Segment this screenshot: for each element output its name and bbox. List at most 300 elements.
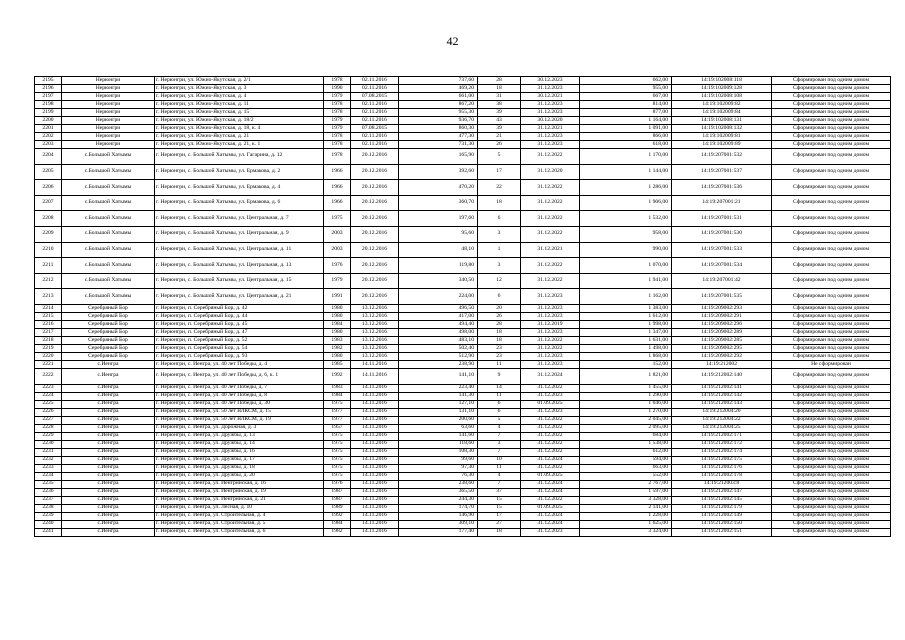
cell-cadastre: 14:19:212002:179 [672, 504, 772, 512]
cell-year: 1966 [324, 180, 351, 196]
cell-area: 470,20 [399, 180, 478, 196]
cell-status: Сформирован под одним домом [772, 101, 891, 109]
cell-inclusion-date: 20.12.2016 [351, 226, 399, 242]
cell-address: г. Нерюнгри, с. Иенгра, ул. Дружбы, д. 14 [155, 440, 324, 448]
table-row [35, 520, 891, 528]
cell-flats: 23 [478, 344, 521, 352]
cell-locality: с.Большой Хатымы [62, 242, 155, 258]
cell-deadline: 30.12.2021 [521, 93, 580, 101]
cell-address: г. Нерюнгри, ул. Южно-Якутская, д. 18, к. 4 [155, 125, 324, 133]
cell-year: 1975 [324, 448, 351, 456]
cell-address: г. Нерюнгри, с. Большой Хатымы, ул. Центральная, д. 15 [155, 273, 324, 289]
cell-number: 2195 [35, 77, 62, 85]
cell-deadline: 31.12.2022 [521, 211, 580, 227]
cell-address: г. Нерюнгри, с. Иенгра, ул. 40 лет Победы, д. 7 [155, 384, 324, 392]
cell-cadastre: 14:19:209002:296 [672, 320, 772, 328]
cell-area: 165,90 [399, 149, 478, 165]
cell-cadastre: 14:19:102009:89 [672, 141, 772, 149]
cell-number: 2220 [35, 352, 62, 360]
cell-sum: 2 141,00 [580, 504, 672, 512]
cell-sum: 1 906,00 [580, 195, 672, 211]
cell-address: г. Нерюнгри, с. Большой Хатымы, ул. Центральная, д. 21 [155, 289, 324, 305]
cell-year: 1984 [324, 520, 351, 528]
cell-address: г. Нерюнгри, с. Иенгра, ул. 40 лет Победы, д. 6, к. 1 [155, 368, 324, 384]
cell-cadastre: 14:19:209002:292 [672, 352, 772, 360]
cell-status: Сформирован под одним домом [772, 480, 891, 488]
cell-locality: с.Большой Хатымы [62, 195, 155, 211]
cell-year: 1957 [324, 424, 351, 432]
cell-year: 1975 [324, 211, 351, 227]
cell-number: 2241 [35, 528, 62, 536]
cell-year: 1992 [324, 368, 351, 384]
cell-flats: 31 [478, 93, 521, 101]
cell-sum: 663,00 [580, 464, 672, 472]
cell-flats: 21 [478, 133, 521, 141]
cell-inclusion-date: 20.12.2016 [351, 258, 399, 274]
cell-inclusion-date: 14.11.2016 [351, 400, 399, 408]
cell-status: Сформирован под одним домом [772, 528, 891, 536]
cell-year: 1978 [324, 77, 351, 85]
cell-locality: с.Иенгра [62, 472, 155, 480]
cell-cadastre: 14:19:212002:149 [672, 512, 772, 520]
cell-locality: Серебряный Бор [62, 320, 155, 328]
cell-address: г. Нерюнгри, с. Большой Хатымы, ул. Центральная, д. 13 [155, 258, 324, 274]
cell-deadline: 31.12.2023 [521, 328, 580, 336]
cell-year: 1978 [324, 109, 351, 117]
cell-address: г. Нерюнгри, с. Иенгра, ул. Дружбы, д. 18 [155, 464, 324, 472]
cell-flats: 39 [478, 125, 521, 133]
cell-number: 2219 [35, 344, 62, 352]
cell-locality: Нерюнгри [62, 109, 155, 117]
cell-address: г. Нерюнгри, п. Серебряный Бор, д. 93 [155, 352, 324, 360]
table-row [35, 472, 891, 480]
cell-deadline: 31.12.2023 [521, 408, 580, 416]
table-row [35, 448, 891, 456]
cell-year: 1975 [324, 456, 351, 464]
cell-area: 174,70 [399, 504, 478, 512]
cell-deadline: 31.12.2022 [521, 258, 580, 274]
cell-address: г. Нерюнгри, ул. Южно-Якутская, д. 21, к. 1 [155, 141, 324, 149]
cell-year: 1966 [324, 195, 351, 211]
cell-status: Сформирован под одним домом [772, 149, 891, 165]
cell-cadastre: 14:19:102008:132 [672, 125, 772, 133]
cell-status: Сформирован под одним домом [772, 226, 891, 242]
cell-locality: Серебряный Бор [62, 312, 155, 320]
cell-area: 131,10 [399, 408, 478, 416]
cell-number: 2214 [35, 304, 62, 312]
cell-sum: 990,00 [580, 242, 672, 258]
cell-area: 309,10 [399, 520, 478, 528]
cell-locality: с.Большой Хатымы [62, 164, 155, 180]
cell-locality: с.Большой Хатымы [62, 258, 155, 274]
cell-flats: 11 [478, 392, 521, 400]
cell-deadline: 31.12.2024 [521, 480, 580, 488]
cell-status: Сформирован под одним домом [772, 93, 891, 101]
table-row [35, 195, 891, 211]
cell-deadline: 31.12.2022 [521, 195, 580, 211]
cell-area: 238,60 [399, 480, 478, 488]
cell-year: 1984 [324, 392, 351, 400]
cell-area: 737,60 [399, 77, 478, 85]
cell-status: Сформирован под одним домом [772, 141, 891, 149]
cell-flats: 18 [478, 85, 521, 93]
cell-number: 2227 [35, 416, 62, 424]
cell-deadline: 31.12.2023 [521, 289, 580, 305]
cell-deadline: 31.12.2023 [521, 392, 580, 400]
cell-flats: 6 [478, 289, 521, 305]
cell-year: 1978 [324, 141, 351, 149]
cell-flats: 6 [478, 408, 521, 416]
cell-deadline: 31.12.2023 [521, 312, 580, 320]
cell-status: Сформирован под одним домом [772, 258, 891, 274]
cell-area: 494,40 [399, 320, 478, 328]
cell-number: 2210 [35, 242, 62, 258]
cell-address: г. Нерюнгри, п. Серебряный Бор, д. 54 [155, 344, 324, 352]
cell-inclusion-date: 20.12.2016 [351, 273, 399, 289]
cell-number: 2215 [35, 312, 62, 320]
cell-number: 2240 [35, 520, 62, 528]
cell-area: 340,50 [399, 273, 478, 289]
table-row [35, 416, 891, 424]
table-row [35, 242, 891, 258]
cell-area: 955,30 [399, 109, 478, 117]
cell-flats: 17 [478, 512, 521, 520]
cell-address: г. Нерюнгри, с. Большой Хатымы, ул. Центральная, д. 7 [155, 211, 324, 227]
table-row [35, 384, 891, 392]
cell-sum: 1 868,00 [580, 352, 672, 360]
table-row [35, 456, 891, 464]
table-row [35, 117, 891, 125]
cell-locality: с.Иенгра [62, 528, 155, 536]
cell-number: 2221 [35, 360, 62, 368]
cell-locality: Нерюнгри [62, 117, 155, 125]
cell-status: Сформирован под одним домом [772, 456, 891, 464]
cell-area: 661,00 [399, 93, 478, 101]
table-row [35, 304, 891, 312]
cell-status: Сформирован под одним домом [772, 512, 891, 520]
table-row [35, 344, 891, 352]
cell-area: 177,40 [399, 528, 478, 536]
cell-inclusion-date: 20.12.2016 [351, 289, 399, 305]
cell-address: г. Нерюнгри, с. Иенгра, ул. 40 лет Победы, д. 30 [155, 400, 324, 408]
cell-sum: 1 162,00 [580, 289, 672, 305]
cell-number: 2229 [35, 432, 62, 440]
cell-inclusion-date: 02.11.2016 [351, 77, 399, 85]
table-row [35, 312, 891, 320]
cell-area: 936,70 [399, 117, 478, 125]
cell-address: г. Нерюнгри, с. Большой Хатымы, ул. Ермакова, д. 4 [155, 180, 324, 196]
cell-year: 1984 [324, 320, 351, 328]
cell-flats: 4 [478, 424, 521, 432]
cell-locality: с.Большой Хатымы [62, 180, 155, 196]
cell-status: Сформирован под одним домом [772, 384, 891, 392]
cell-area: 224,00 [399, 289, 478, 305]
cell-sum: 662,00 [580, 77, 672, 85]
cell-cadastre: 14:19:209002:295 [672, 344, 772, 352]
cell-area: 469,20 [399, 85, 478, 93]
cell-cadastre: 14:19:212003:8 [672, 480, 772, 488]
cell-deadline: 31.12.2024 [521, 520, 580, 528]
cell-area: 477,30 [399, 133, 478, 141]
table-row [35, 226, 891, 242]
table-row [35, 164, 891, 180]
table-row [35, 77, 891, 85]
cell-locality: с.Иенгра [62, 448, 155, 456]
cell-cadastre: 14:19:212002:176 [672, 464, 772, 472]
cell-sum: 1 228,00 [580, 512, 672, 520]
cell-flats: 18 [478, 528, 521, 536]
cell-area: 238,90 [399, 360, 478, 368]
cell-sum: 1 625,00 [580, 520, 672, 528]
cell-area: 392,60 [399, 164, 478, 180]
cell-locality: с.Иенгра [62, 496, 155, 504]
cell-cadastre: 14:19:212002:174 [672, 448, 772, 456]
cell-number: 2207 [35, 195, 62, 211]
cell-status: Сформирован под одним домом [772, 133, 891, 141]
cell-number: 2231 [35, 448, 62, 456]
cell-area: 365,50 [399, 488, 478, 496]
cell-number: 2232 [35, 456, 62, 464]
cell-area: 127,10 [399, 400, 478, 408]
cell-sum: 1 612,00 [580, 312, 672, 320]
cell-cadastre: 14:19:207001:530 [672, 226, 772, 242]
cell-year: 1980 [324, 304, 351, 312]
cell-cadastre: 14:19:212002:172 [672, 440, 772, 448]
cell-status: Сформирован под одним домом [772, 273, 891, 289]
cell-locality: Нерюнгри [62, 85, 155, 93]
cell-cadastre: 14:19:209002:293 [672, 304, 772, 312]
table-row [35, 85, 891, 93]
cell-status: Сформирован под одним домом [772, 180, 891, 196]
cell-deadline: 31.12.2023 [521, 304, 580, 312]
cell-inclusion-date: 14.11.2016 [351, 512, 399, 520]
cell-inclusion-date: 14.11.2016 [351, 416, 399, 424]
cell-flats: 26 [478, 141, 521, 149]
cell-number: 2218 [35, 336, 62, 344]
cell-address: г. Нерюнгри, с. Иенгра, ул. Иенгринская, д. 21 [155, 496, 324, 504]
cell-inclusion-date: 14.11.2016 [351, 368, 399, 384]
cell-number: 2234 [35, 472, 62, 480]
cell-deadline: 31.12.2022 [521, 496, 580, 504]
table-row [35, 258, 891, 274]
cell-address: г. Нерюнгри, ул. Южно-Якутская, д. 3 [155, 85, 324, 93]
cell-status: Сформирован под одним домом [772, 109, 891, 117]
cell-inclusion-date: 14.11.2016 [351, 384, 399, 392]
cell-number: 2209 [35, 226, 62, 242]
cell-year: 1990 [324, 85, 351, 93]
cell-sum: 1 532,00 [580, 211, 672, 227]
cell-locality: с.Иенгра [62, 480, 155, 488]
cell-status: Сформирован под одним домом [772, 242, 891, 258]
cell-year: 1979 [324, 117, 351, 125]
cell-inclusion-date: 02.11.2016 [351, 117, 399, 125]
cell-flats: 18 [478, 328, 521, 336]
cell-number: 2205 [35, 164, 62, 180]
cell-address: г. Нерюнгри, с. Иенгра, ул. 40 лет Победы, д. 4 [155, 360, 324, 368]
cell-inclusion-date: 14.11.2016 [351, 392, 399, 400]
cell-area: 417,00 [399, 312, 478, 320]
cell-year: 2003 [324, 226, 351, 242]
cell-area: 119,80 [399, 258, 478, 274]
cell-inclusion-date: 20.12.2016 [351, 195, 399, 211]
cell-area: 483,10 [399, 336, 478, 344]
cell-cadastre: 14:19:207001:533 [672, 242, 772, 258]
cell-year: 1983 [324, 384, 351, 392]
cell-flats: 3 [478, 258, 521, 274]
cell-year: 1978 [324, 149, 351, 165]
cell-year: 1977 [324, 408, 351, 416]
cell-year: 2003 [324, 242, 351, 258]
cell-address: г. Нерюнгри, с. Иенгра, ул. 50 лет ВЛКСМ, д. 19 [155, 416, 324, 424]
cell-number: 2200 [35, 117, 62, 125]
cell-flats: 18 [478, 195, 521, 211]
cell-sum: 618,00 [580, 141, 672, 149]
cell-year: 1975 [324, 472, 351, 480]
cell-cadastre: 14:19:212002:145 [672, 496, 772, 504]
cell-sum: 1 347,00 [580, 328, 672, 336]
cell-sum: 958,00 [580, 226, 672, 242]
cell-status: Сформирован под одним домом [772, 424, 891, 432]
cell-deadline: 31.12.2024 [521, 488, 580, 496]
cell-area: 141,60 [399, 432, 478, 440]
cell-deadline: 31.12.2022 [521, 416, 580, 424]
cell-flats: 26 [478, 312, 521, 320]
cell-status: Сформирован под одним домом [772, 520, 891, 528]
cell-cadastre: 14:19:102008:108 [672, 93, 772, 101]
cell-area: 360,70 [399, 195, 478, 211]
cell-address: г. Нерюнгри, с. Иенгра, ул. Иенгринская, д. 16 [155, 480, 324, 488]
cell-inclusion-date: 20.12.2016 [351, 164, 399, 180]
cell-area: 200,60 [399, 416, 478, 424]
cell-number: 2237 [35, 496, 62, 504]
cell-locality: с.Иенгра [62, 488, 155, 496]
cell-inclusion-date: 14.11.2016 [351, 504, 399, 512]
cell-sum: 1 164,00 [580, 117, 672, 125]
cell-year: 1985 [324, 360, 351, 368]
cell-year: 1983 [324, 336, 351, 344]
cell-inclusion-date: 07.08.2015 [351, 93, 399, 101]
cell-flats: 5 [478, 416, 521, 424]
cell-flats: 9 [478, 368, 521, 384]
cell-locality: с.Иенгра [62, 432, 155, 440]
cell-status: Сформирован под одним домом [772, 448, 891, 456]
cell-sum: 1 538,00 [580, 440, 672, 448]
cell-locality: Нерюнгри [62, 101, 155, 109]
cell-area: 118,60 [399, 440, 478, 448]
cell-locality: с.Иенгра [62, 360, 155, 368]
cell-deadline: 01.09.2025 [521, 472, 580, 480]
cell-flats: 22 [478, 180, 521, 196]
table-row [35, 352, 891, 360]
cell-deadline: 31.12.2023 [521, 360, 580, 368]
cell-sum: 1 046,00 [580, 400, 672, 408]
cell-address: г. Нерюнгри, с. Иенгра, ул. Строительная, д. 5 [155, 520, 324, 528]
table-row [35, 141, 891, 149]
cell-inclusion-date: 14.11.2016 [351, 528, 399, 536]
cell-address: г. Нерюнгри, с. Иенгра, ул. Иенгринская, д. 19 [155, 488, 324, 496]
cell-deadline: 31.12.2020 [521, 164, 580, 180]
cell-address: г. Нерюнгри, ул. Южно-Якутская, д. 2/1 [155, 77, 324, 85]
cell-deadline: 30.12.2023 [521, 77, 580, 85]
table-row [35, 336, 891, 344]
table-row [35, 464, 891, 472]
cell-cadastre: 14:19:207001:532 [672, 149, 772, 165]
cell-year: 1979 [324, 93, 351, 101]
cell-inclusion-date: 14.11.2016 [351, 480, 399, 488]
cell-address: г. Нерюнгри, п. Серебряный Бор, д. 47 [155, 328, 324, 336]
cell-address: г. Нерюнгри, п. Серебряный Бор, д. 42 [155, 304, 324, 312]
cell-locality: Серебряный Бор [62, 336, 155, 344]
cell-sum: 814,00 [580, 101, 672, 109]
housing-register-table [34, 76, 891, 537]
cell-inclusion-date: 14.11.2016 [351, 488, 399, 496]
table-row [35, 488, 891, 496]
cell-locality: с.Большой Хатымы [62, 226, 155, 242]
cell-locality: с.Большой Хатымы [62, 289, 155, 305]
cell-inclusion-date: 02.11.2016 [351, 101, 399, 109]
cell-deadline: 31.12.2024 [521, 368, 580, 384]
cell-inclusion-date: 14.11.2016 [351, 464, 399, 472]
cell-cadastre: 14:19:207001:536 [672, 180, 772, 196]
cell-inclusion-date: 20.12.2016 [351, 242, 399, 258]
cell-status: Сформирован под одним домом [772, 472, 891, 480]
table-row [35, 320, 891, 328]
cell-locality: с.Иенгра [62, 392, 155, 400]
cell-address: г. Нерюнгри, с. Большой Хатымы, ул. Центральная, д. 11 [155, 242, 324, 258]
cell-area: 731,30 [399, 141, 478, 149]
cell-sum: 3 328,00 [580, 496, 672, 504]
cell-cadastre: 14:19:212004:20 [672, 408, 772, 416]
cell-inclusion-date: 14.11.2016 [351, 440, 399, 448]
cell-flats: 6 [478, 400, 521, 408]
cell-locality: с.Иенгра [62, 504, 155, 512]
cell-area: 223,40 [399, 384, 478, 392]
cell-year: 1989 [324, 504, 351, 512]
cell-cadastre: 14:19:212004:22 [672, 416, 772, 424]
cell-deadline: 31.12.2022 [521, 424, 580, 432]
cell-sum: 152,00 [580, 360, 672, 368]
cell-flats: 7 [478, 480, 521, 488]
cell-status: Сформирован под одним домом [772, 504, 891, 512]
cell-status: Сформирован под одним домом [772, 392, 891, 400]
table-row [35, 180, 891, 196]
cell-locality: Серебряный Бор [62, 344, 155, 352]
table-row [35, 368, 891, 384]
cell-cadastre: 14:19:207001:531 [672, 211, 772, 227]
cell-year: 1982 [324, 528, 351, 536]
cell-status: Сформирован под одним домом [772, 85, 891, 93]
cell-area: 97,30 [399, 464, 478, 472]
cell-area: 498,00 [399, 328, 478, 336]
cell-locality: с.Иенгра [62, 408, 155, 416]
cell-deadline: 01.09.2025 [521, 504, 580, 512]
cell-cadastre: 14:19:212002:178 [672, 472, 772, 480]
cell-cadastre: 14:19:102008:118 [672, 77, 772, 85]
cell-year: 1975 [324, 440, 351, 448]
cell-locality: с.Иенгра [62, 440, 155, 448]
cell-year: 1980 [324, 312, 351, 320]
cell-deadline: 01.09.2025 [521, 400, 580, 408]
cell-flats: 3 [478, 440, 521, 448]
cell-area: 108,30 [399, 448, 478, 456]
cell-status: Сформирован под одним домом [772, 117, 891, 125]
cell-number: 2222 [35, 368, 62, 384]
cell-sum: 955,00 [580, 85, 672, 93]
table-row [35, 432, 891, 440]
cell-status: Сформирован под одним домом [772, 400, 891, 408]
cell-year: 1980 [324, 328, 351, 336]
cell-cadastre: 14:19:207001:537 [672, 164, 772, 180]
